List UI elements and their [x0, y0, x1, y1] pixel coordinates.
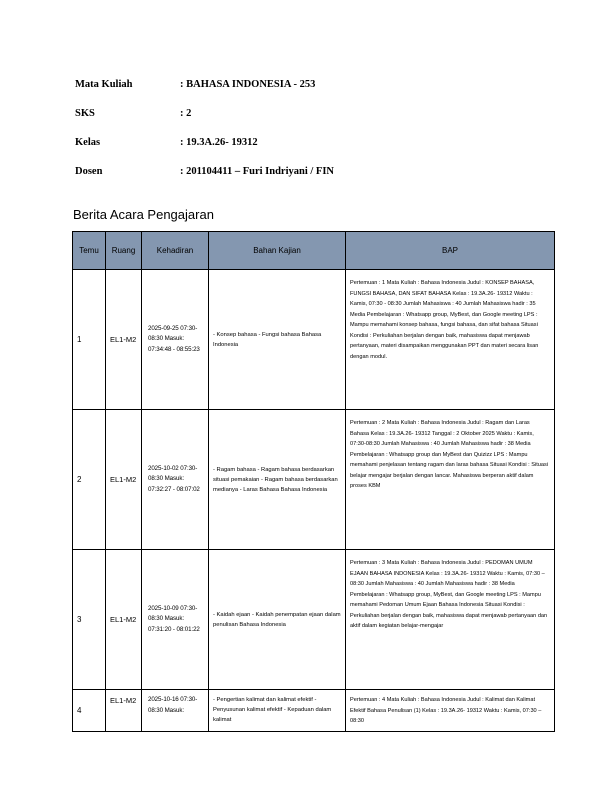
info-row-dosen — [75, 157, 334, 186]
cell-ruang: EL1-M2 — [106, 690, 142, 732]
cell-ruang: EL1-M2 — [106, 550, 142, 690]
table-row — [73, 690, 555, 732]
info-value: : BAHASA INDONESIA - 253 — [180, 79, 316, 90]
info-row-sks — [75, 99, 334, 128]
cell-ruang: EL1-M2 — [106, 410, 142, 550]
info-label: SKS — [75, 108, 95, 119]
bap-table — [72, 231, 555, 732]
info-label: Dosen — [75, 166, 103, 177]
header-kehadiran: Kehadiran — [142, 232, 209, 270]
cell-temu: 4 — [73, 690, 106, 732]
table-header-row — [73, 232, 555, 270]
header-bahan-kajian: Bahan Kajian — [209, 232, 346, 270]
cell-ruang: EL1-M2 — [106, 270, 142, 410]
cell-bap: Pertemuan : 2 Mata Kuliah : Bahasa Indonesia Judul : Ragam dan Laras Bahasa Kelas : 19.3A.26- 19312 Tanggal : 2 Oktober 2025 Waktu : Kamis, 07:30-08:30 Jumlah Mahasiswa : 40 Jumlah Mahasiswa hadir : 38 Media Pembelajaran : Whatsapp group dan MyBest dan Quizizz LPS : Mampu memahami penjelasan tentang ragam dan laras bahasa Situasi Kondisi : Situasi belajar mengajar berjalan dengan lancar. Mahasiswa berperan aktif dalam proses KBM — [346, 410, 555, 550]
cell-bap: Pertemuan : 1 Mata Kuliah : Bahasa Indonesia Judul : KONSEP BAHASA, FUNGSI BAHASA, DAN SIFAT BAHASA Kelas : 19.3A.26- 19312 Waktu : Kamis, 07:30 - 08:30 Jumlah Mahasiswa : 40 Jumlah Mahasiswa hadir : 35 Media Pembelajaran : Whatsapp group, MyBest, dan Google meeting LPS : Mampu memahami konsep bahasa, fungsi bahasa, dan sifat bahasa Situasi Kondisi : Perkuliahan berjalan dengan baik, mahasiswa dapat menjawab pertanyaan, materi disampaikan menggunakan PPT dan materi secara lisan dengan modul. — [346, 270, 555, 410]
cell-kehadiran: 2025-09-25 07:30-08:30 Masuk: 07:34:48 - 08:55:23 — [142, 270, 209, 410]
cell-bahan-kajian: - Ragam bahasa - Ragam bahasa berdasarkan situasi pemakaian - Ragam bahasa berdasarkan medianya - Laras Bahasa Bahasa Indonesia — [209, 410, 346, 550]
info-label: Mata Kuliah — [75, 79, 133, 90]
info-value: : 2 — [180, 108, 192, 119]
header-temu: Temu — [73, 232, 106, 270]
table-row — [73, 410, 555, 550]
cell-temu: 1 — [73, 270, 106, 410]
info-label: Kelas — [75, 137, 101, 148]
table-row — [73, 270, 555, 410]
cell-kehadiran: 2025-10-16 07:30-08:30 Masuk: — [142, 690, 209, 732]
cell-temu: 2 — [73, 410, 106, 550]
course-info — [75, 70, 334, 186]
table-row — [73, 550, 555, 690]
info-row-kelas — [75, 128, 334, 157]
cell-bahan-kajian: - Pengertian kalimat dan kalimat efektif - Penyusunan kalimat efektif - Kepaduan dalam kalimat — [209, 690, 346, 732]
info-value: : 19.3A.26- 19312 — [180, 137, 258, 148]
cell-bap: Pertemuan : 4 Mata Kuliah : Bahasa Indonesia Judul : Kalimat dan Kalimat Efektif Bahasa Penulisan (1) Kelas : 19.3A.26- 19312 Waktu : Kamis, 07:30 – 08:30 — [346, 690, 555, 732]
cell-kehadiran: 2025-10-02 07:30-08:30 Masuk: 07:32:27 - 08:07:02 — [142, 410, 209, 550]
section-title: Berita Acara Pengajaran — [73, 207, 214, 222]
info-row-mata-kuliah — [75, 70, 334, 99]
header-bap: BAP — [346, 232, 555, 270]
cell-bahan-kajian: - Konsep bahasa - Fungsi bahasa Bahasa Indonesia — [209, 270, 346, 410]
header-ruang: Ruang — [106, 232, 142, 270]
cell-kehadiran: 2025-10-09 07:30-08:30 Masuk: 07:31:20 - 08:01:22 — [142, 550, 209, 690]
cell-bahan-kajian: - Kaidah ejaan - Kaidah penempatan ejaan dalam penulisan Bahasa Indonesia — [209, 550, 346, 690]
info-value: : 201104411 – Furi Indriyani / FIN — [180, 166, 335, 177]
cell-bap: Pertemuan : 3 Mata Kuliah : Bahasa Indonesia Judul : PEDOMAN UMUM EJAAN BAHASA INDONESIA Kelas : 19.3A.26- 19312 Waktu : Kamis, 07:30 – 08:30 Jumlah Mahasiswa : 40 Jumlah Mahasiswa hadir : 38 Media Pembelajaran : Whatsapp group, MyBest, dan Google meeting LPS : Mampu memahami Pedoman Umum Ejaan Bahasa Indonesia Situasi Kondisi : Perkuliahan berjalan dengan baik, mahasiswa dapat menjawab pertanyaan dan aktif dalam kegiatan belajar-mengajar — [346, 550, 555, 690]
cell-temu: 3 — [73, 550, 106, 690]
